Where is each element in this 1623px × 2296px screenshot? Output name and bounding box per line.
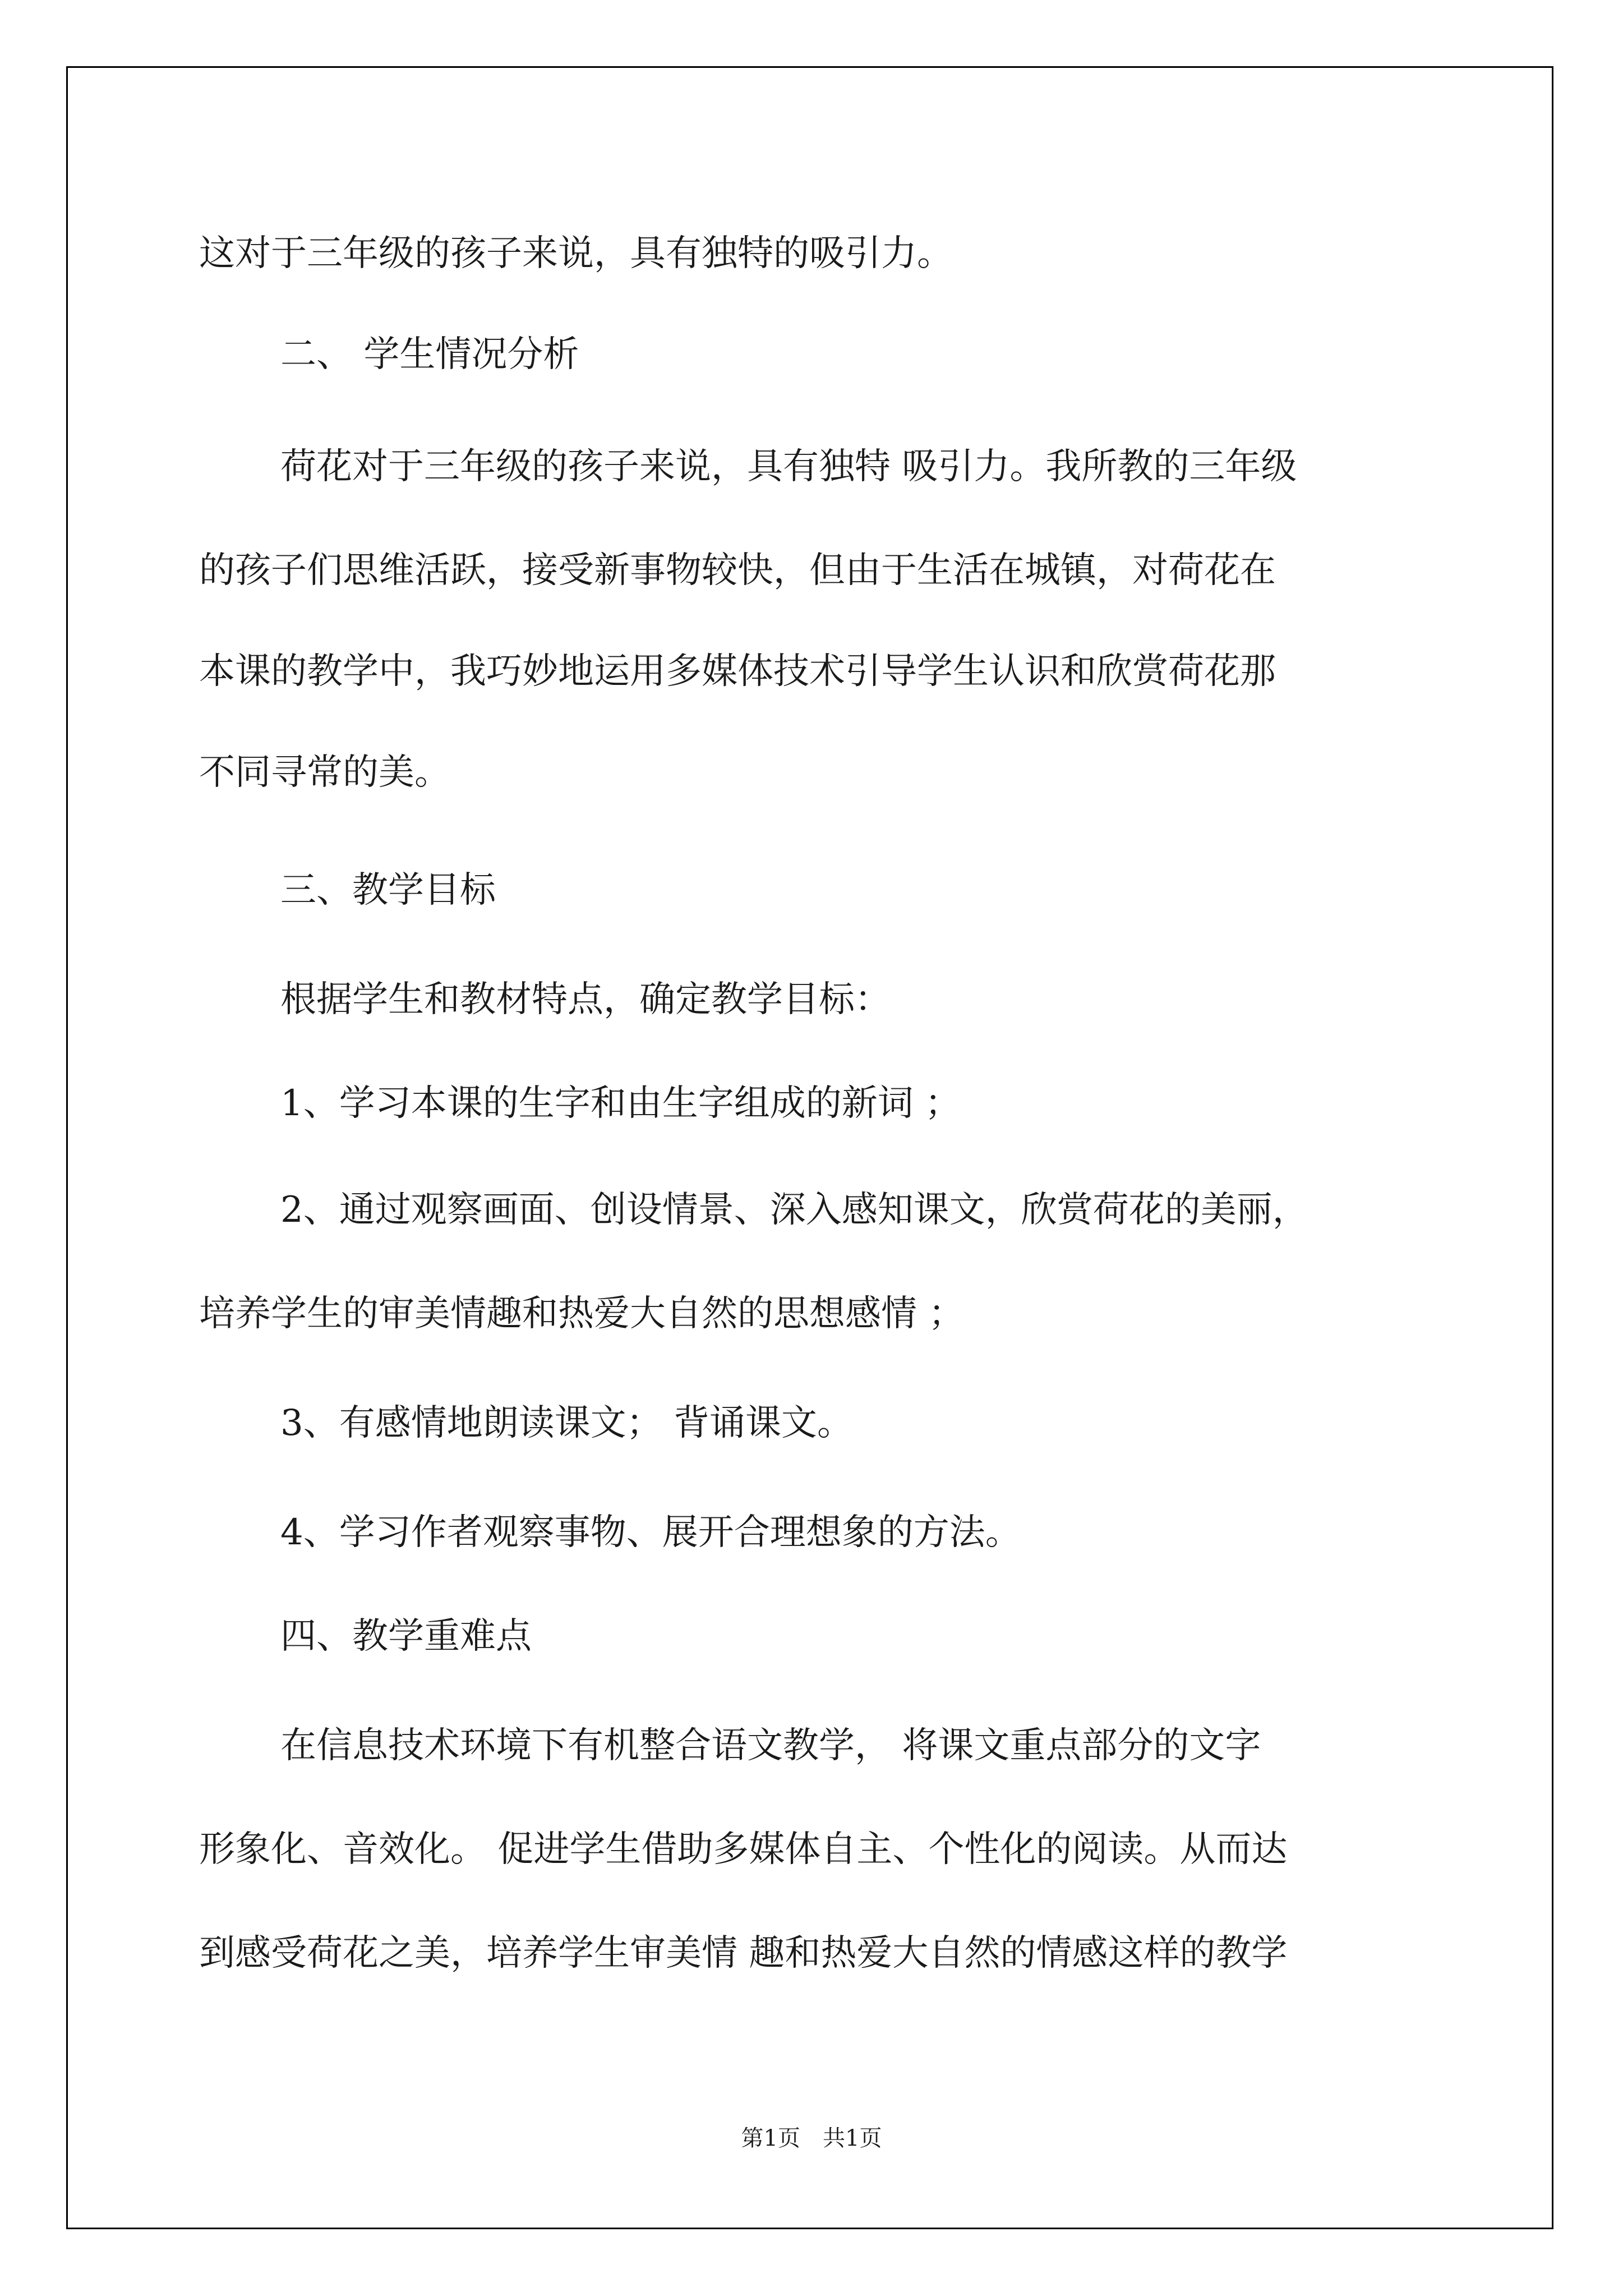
section-heading: 三、教学目标 <box>280 869 496 911</box>
page-footer: 第1页 共1页 <box>741 2125 882 2151</box>
list-item: 4、学习作者观察事物、展开合理想象的方法。 <box>280 1512 1021 1553</box>
text-line: 在信息技术环境下有机整合语文教学， 将课文重点部分的文字 <box>280 1725 1261 1766</box>
text-line: 本课的教学中，我巧妙地运用多媒体技术引导学生认识和欣赏荷花那 <box>199 651 1276 692</box>
text-line: 培养学生的审美情趣和热爱大自然的思想感情 ； <box>199 1293 965 1335</box>
list-item: 2、通过观察画面、创设情景、深入感知课文，欣赏荷花的美丽， <box>280 1189 1308 1231</box>
list-item: 3、有感情地朗读课文； 背诵课文。 <box>280 1402 854 1444</box>
section-heading: 二、 学生情况分析 <box>280 334 579 375</box>
text-line: 这对于三年级的孩子来说，具有独特的吸引力。 <box>199 233 953 274</box>
list-item: 1、学习本课的生字和由生字组成的新词 ； <box>280 1083 961 1124</box>
text-line: 荷花对于三年级的孩子来说，具有独特 吸引力。我所教的三年级 <box>280 446 1297 487</box>
text-line: 到感受荷花之美，培养学生审美情 趣和热爱大自然的情感这样的教学 <box>199 1932 1288 1974</box>
page-border <box>66 66 1553 2229</box>
text-line: 的孩子们思维活跃，接受新事物较快，但由于生活在城镇，对荷花在 <box>199 550 1276 591</box>
text-line: 形象化、音效化。 促进学生借助多媒体自主、个性化的阅读。从而达 <box>199 1829 1288 1870</box>
text-line: 根据学生和教材特点，确定教学目标： <box>280 979 891 1020</box>
section-heading: 四、教学重难点 <box>280 1616 532 1657</box>
text-line: 不同寻常的美。 <box>199 752 450 793</box>
